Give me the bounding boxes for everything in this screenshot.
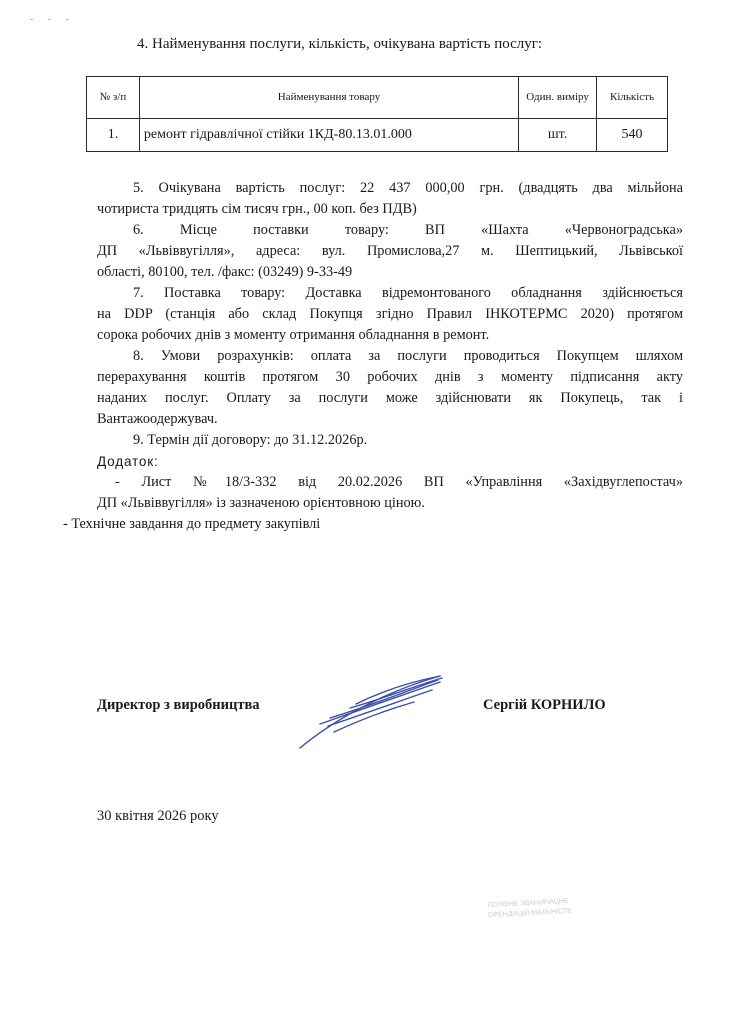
cell-quantity: 540 <box>597 119 668 152</box>
goods-table <box>86 76 668 152</box>
paragraph-8-line: 8. Умови розрахунків: оплата за послуги проводиться Покупцем шляхом <box>133 348 683 364</box>
paragraph-7-line: сорока робочих днів з моменту отримання обладнання в ремонт. <box>97 327 490 343</box>
paragraph-8-line: наданих послуг. Оплату за послуги може здійснювати як Покупець, так і <box>97 390 683 406</box>
scan-mark: - - - <box>30 14 75 25</box>
signatory-name: Сергій КОРНИЛО <box>483 697 606 713</box>
document-date: 30 квітня 2026 року <box>97 808 219 824</box>
attachment-item-2: - Технічне завдання до предмету закупівлі <box>63 516 321 532</box>
cell-unit: шт. <box>519 119 597 152</box>
cell-name: ремонт гідравлічної стійки 1КД-80.13.01.000 <box>139 119 518 152</box>
paragraph-8-line: Вантажоодержувач. <box>97 411 218 427</box>
attachments-label: Додаток: <box>97 454 159 469</box>
handwritten-signature <box>290 668 450 754</box>
table-row <box>87 119 668 152</box>
attachment-item-1: - Лист №18/3-332 від 20.02.2026 ВП «Управління «Західвуглепостач» <box>115 474 683 490</box>
stamp-line: ПОЛІВНЕ ЗВАНИНАЦНЕ <box>487 897 569 910</box>
paragraph-5-line: 5. Очікувана вартість послуг: 22 437 000,00 грн. (двадцять два мільйона <box>133 180 683 196</box>
paragraph-9: 9. Термін дії договору: до 31.12.2026р. <box>133 432 368 448</box>
paragraph-6-line: області, 80100, тел. /факс: (03249) 9-33-49 <box>97 264 353 280</box>
cell-number: 1. <box>87 119 140 152</box>
paragraph-6-line: ДП «Львіввугілля», адреса: вул. Промислова,27 м. Шептицький, Львівської <box>97 243 683 259</box>
paragraph-7-line: 7. Поставка товару: Доставка відремонтованого обладнання здійснюється <box>133 285 683 301</box>
section-heading: 4. Найменування послуги, кількість, очікувана вартість послуг: <box>137 36 543 52</box>
paragraph-7-line: на DDP (станція або склад Покупця згідно Правил ІНКОТЕРМС 2020) протягом <box>97 306 683 322</box>
document-body <box>63 178 683 535</box>
header-quantity: Кількість <box>597 77 668 119</box>
stamp-line: ОРЕНДАЦІЙ МАЛЬНІСТЕ <box>487 907 572 920</box>
paragraph-5-line: чотириста тридцять сім тисяч грн., 00 коп. без ПДВ) <box>97 201 417 217</box>
paragraph-8-line: перерахування коштів протягом 30 робочих днів з моменту підписання акту <box>97 369 683 385</box>
paragraph-6-line: 6. Місце поставки товару: ВП «Шахта «Червоноградська» <box>133 222 683 238</box>
header-name: Найменування товару <box>139 77 518 119</box>
faded-stamp <box>487 895 609 935</box>
header-unit: Один. виміру <box>519 77 597 119</box>
table-header-row <box>87 77 668 119</box>
header-number: № з/п <box>87 77 140 119</box>
attachment-item-1: ДП «Львіввугілля» із зазначеною орієнтовною ціною. <box>97 495 425 511</box>
signatory-position: Директор з виробництва <box>97 697 260 713</box>
